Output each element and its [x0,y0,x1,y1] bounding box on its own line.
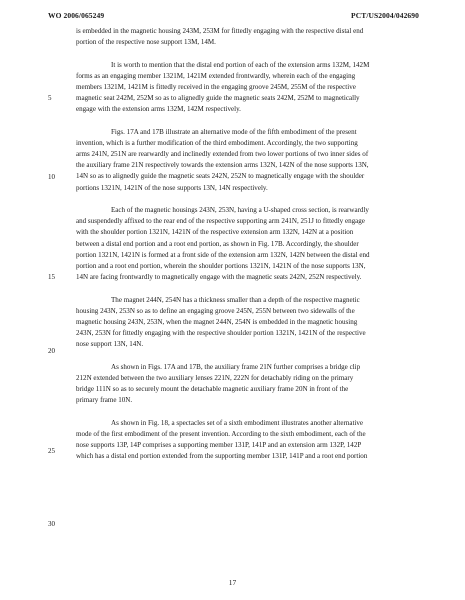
text-line: The magnet 244N, 254N has a thickness smaller than a depth of the respective magnetic [111,295,360,304]
text-line: which has a distal end portion extended from the supporting member 131P, 141P and a root end portion [76,452,368,461]
paragraph-gap [76,350,430,361]
line-number: 15 [48,273,55,281]
text-line: between a distal end portion and a root end portion, as shown in Fig. 17B. Accordingly, the shoulder [76,239,359,248]
line-number: 5 [48,94,52,102]
text-line: As shown in Figs. 17A and 17B, the auxiliary frame 21N further comprises a bridge clip [111,362,361,371]
text-line: magnetic seat 242M, 252M so as to alignedly guide the magnetic seats 242M, 252M to magnetically [76,94,360,103]
paragraph-gap [76,194,430,205]
text-line: mode of the first embodiment of the present invention. According to the sixth embodiment, each of the [76,429,366,438]
text-line: nose supports 13P, 14P comprises a supporting member 131P, 141P and an extension arm 132P, 142P [76,440,362,449]
text-line: Each of the magnetic housings 243N, 253N, having a U-shaped cross section, is rearwardly [111,206,369,214]
text-line: forms as an engaging member 1321M, 1421M extended frontwardly, wherein each of the engaging [76,71,356,80]
paragraph-gap [76,283,430,294]
text-line: 212N extended between the two auxiliary lenses 221N, 222N for detachably riding on the primary [76,373,354,382]
body-text [76,26,430,462]
paragraph-gap [76,116,430,127]
text-line: nose support 13N, 14N. [76,340,144,349]
text-line: portion and a root end portion, wherein the shoulder portions 1321N, 1421N of the nose supports 13N, [76,261,366,270]
line-number: 20 [48,347,55,355]
text-line: Figs. 17A and 17B illustrate an alternative mode of the fifth embodiment of the present [111,127,357,136]
text-line: 243N, 253N for fittedly engaging with the respective shoulder portion 1321N, 1421N of the respective [76,329,366,338]
text-line: 14N so as to alignedly guide the magnetic seats 242N, 252N to magnetically engage with the shoulder [76,172,365,181]
paragraph-gap [76,406,430,417]
text-line: portion 1321N, 1421N is formed at a front side of the extension arm 132N, 142N between the distal end [76,250,370,259]
publication-number: WO 2006/065249 [48,11,105,20]
text-line: and suspendedly affixed to the rear end of the respective supporting arm 241N, 251J to fittedly engage [76,217,365,226]
text-line: is embedded in the magnetic housing 243M, 253M for fittedly engaging with the respective distal end [76,27,364,35]
text-line: bridge 111N so as to securely mount the detachable magnetic auxiliary frame 20N in front of the [76,385,349,393]
line-number: 10 [48,173,55,181]
page-number: 17 [228,578,237,587]
text-line: 14N are facing frontwardly to magnetically engage with the magnetic seats 242N, 252N respectively. [76,273,362,282]
text-line: As shown in Fig. 18, a spectacles set of a sixth embodiment illustrates another alternative [111,418,364,427]
text-line: arms 241N, 251N are rearwardly and inclinedly extended from two lower portions of two inner sides of [76,150,369,159]
text-line: invention, which is a further modification of the third embodiment. Accordingly, the two supporting [76,138,358,147]
text-line: members 1321M, 1421M is fittedly received in the engaging groove 245M, 255M of the respective [76,82,356,91]
text-line: portion of the respective nose support 13M, 14M. [76,38,216,47]
text-line: the auxiliary frame 21N respectively towards the extension arms 132N, 142N of the nose supports 13N, [76,161,369,170]
text-line: with the shoulder portion 1321N, 1421N of the respective extension arm 132N, 142N at a position [76,228,354,237]
text-line: primary frame 10N. [76,396,133,405]
line-number: 30 [48,520,55,528]
text-line: engage with the extension arms 132M, 142M respectively. [76,105,241,114]
line-number: 25 [48,447,55,455]
text-line: magnetic housing 243N, 253N, when the magnet 244N, 254N is embedded in the magnetic housing [76,317,358,326]
text-line: housing 243N, 253N so as to define an engaging groove 245N, 255N between two sidewalls of the [76,306,355,315]
application-number: PCT/US2004/042690 [351,11,419,20]
paragraph-gap [76,48,430,59]
text-line: portions 1321N, 1421N of the nose supports 13N, 14N respectively. [76,183,268,192]
text-line: It is worth to mention that the distal end portion of each of the extension arms 132M, 142M [111,60,370,69]
